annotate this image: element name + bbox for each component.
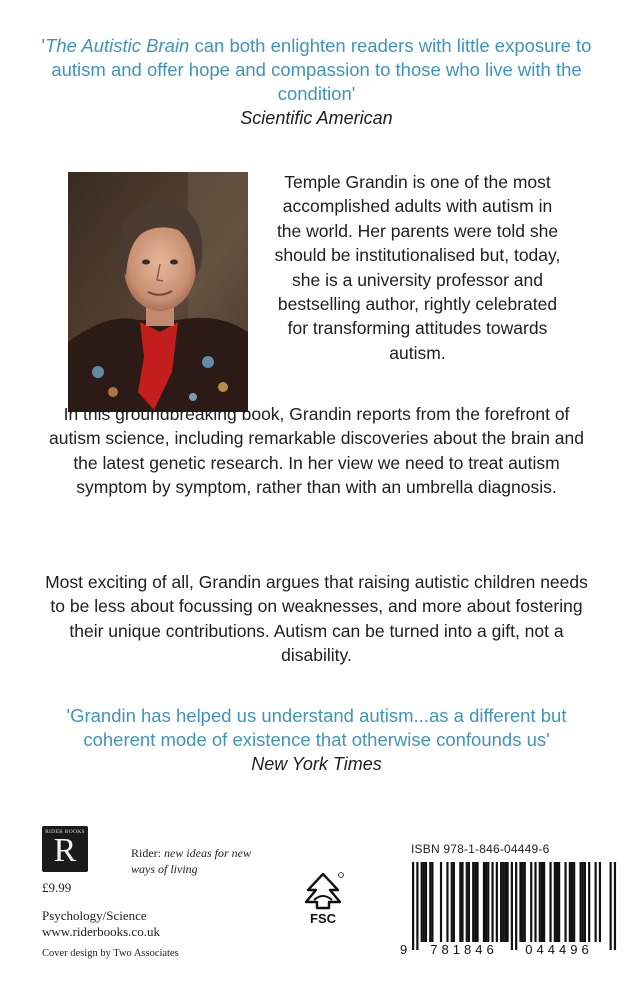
barcode-bar — [515, 862, 517, 950]
book-title: The Autistic Brain — [45, 35, 190, 56]
isbn-label: ISBN 978-1-846-04449-6 — [411, 842, 550, 856]
barcode-right-digits: 044496 — [525, 942, 593, 957]
barcode-bar — [496, 862, 498, 942]
paragraph-book-summary: In this groundbreaking book, Grandin reports from the forefront of autism science, including remarkable discoveries about the brain and the latest genetic research. In her view we need to treat autism symptom by symptom, rather than with an umbrella diagnosis. — [48, 404, 584, 498]
barcode-bar — [487, 862, 489, 942]
logo-small-text: RIDER BOOKS — [45, 829, 85, 835]
barcode-bar — [558, 862, 560, 942]
barcode-bar — [539, 862, 541, 942]
barcode-bar — [519, 862, 521, 942]
barcode-bar — [511, 862, 513, 950]
barcode-bar — [466, 862, 468, 942]
barcode-bar — [614, 862, 616, 950]
barcode-bar — [530, 862, 532, 942]
author-portrait-icon — [68, 172, 248, 412]
barcode-bar — [459, 862, 461, 942]
barcode-bar — [476, 862, 478, 942]
website-link: www.riderbooks.co.uk — [42, 924, 160, 939]
barcode-bar — [556, 862, 558, 942]
barcode-bar — [579, 862, 581, 942]
barcode-bar — [599, 862, 601, 942]
barcode-left-digits: 781846 — [430, 942, 498, 957]
barcode-bars — [394, 858, 622, 958]
barcode-bar — [472, 862, 474, 942]
rider-logo — [42, 826, 88, 872]
bottom-review-quote — [40, 704, 593, 776]
author-photo — [68, 172, 248, 412]
barcode-bar — [451, 862, 453, 942]
cover-credit: Cover design by Two Associates — [42, 948, 179, 959]
barcode-bar — [571, 862, 573, 942]
fsc-logo — [300, 870, 346, 926]
barcode-bar — [491, 862, 493, 942]
barcode-bar — [595, 862, 597, 942]
barcode-bar — [564, 862, 566, 942]
top-review-quote — [40, 34, 593, 130]
barcode-bar — [446, 862, 448, 942]
barcode-bar — [582, 862, 584, 942]
price: £9.99 — [42, 880, 72, 895]
barcode-bar — [504, 862, 506, 942]
logo-letter: R — [53, 832, 77, 869]
barcode-bar — [534, 862, 536, 942]
barcode-bar — [416, 862, 418, 950]
barcode — [394, 858, 622, 958]
barcode-bar — [468, 862, 470, 942]
barcode-bar — [610, 862, 612, 950]
barcode-bar — [474, 862, 476, 942]
quote-text: can both enlighten readers with little exposure to autism and offer hope and compassion to those who live with the condition' — [51, 35, 592, 104]
barcode-bar — [588, 862, 590, 942]
barcode-bar — [412, 862, 414, 950]
barcode-bar — [506, 862, 508, 942]
barcode-first-digit: 9 — [400, 942, 408, 957]
barcode-bar — [524, 862, 526, 942]
barcode-bar — [440, 862, 442, 942]
barcode-bar — [500, 862, 502, 942]
barcode-bar — [569, 862, 571, 942]
quote-source: New York Times — [251, 754, 382, 774]
barcode-bar — [502, 862, 504, 942]
paragraph-book-argument: Most exciting of all, Grandin argues that raising autistic children needs to be less about focussing on weaknesses, and more about fostering their unique contributions. Autism can be turned into a gift, not a disability. — [45, 572, 588, 666]
category: Psychology/Science — [42, 908, 147, 923]
barcode-bar — [554, 862, 556, 942]
barcode-bar — [431, 862, 433, 942]
barcode-bar — [461, 862, 463, 942]
barcode-bar — [543, 862, 545, 942]
barcode-bar — [425, 862, 427, 942]
barcode-bar — [485, 862, 487, 942]
tagline-text: new ideas for new ways of living — [131, 846, 251, 876]
barcode-bar — [453, 862, 455, 942]
fsc-label: FSC — [310, 911, 336, 926]
barcode-bar — [573, 862, 575, 942]
publisher-tagline — [131, 845, 261, 877]
quote-open-mark: ' — [41, 35, 46, 56]
barcode-bar — [584, 862, 586, 942]
barcode-bar — [541, 862, 543, 942]
barcode-bar — [483, 862, 485, 942]
fsc-tree-icon — [300, 870, 346, 926]
publisher-name: Rider: — [131, 846, 161, 860]
barcode-bar — [522, 862, 524, 942]
barcode-bar — [429, 862, 431, 942]
quote-source: Scientific American — [240, 108, 393, 128]
barcode-bar — [423, 862, 425, 942]
barcode-bar — [421, 862, 423, 942]
quote-text: 'Grandin has helped us understand autism...as a different but coherent mode of existence that otherwise confounds us' — [66, 705, 567, 750]
paragraph-author-bio: Temple Grandin is one of the most accomplished adults with autism in the world. Her parents were told she should be institutionalised but, today, she is a university professor and bestselling author, rightly celebrated for transforming attitudes towards autism. — [274, 172, 561, 363]
barcode-bar — [549, 862, 551, 942]
